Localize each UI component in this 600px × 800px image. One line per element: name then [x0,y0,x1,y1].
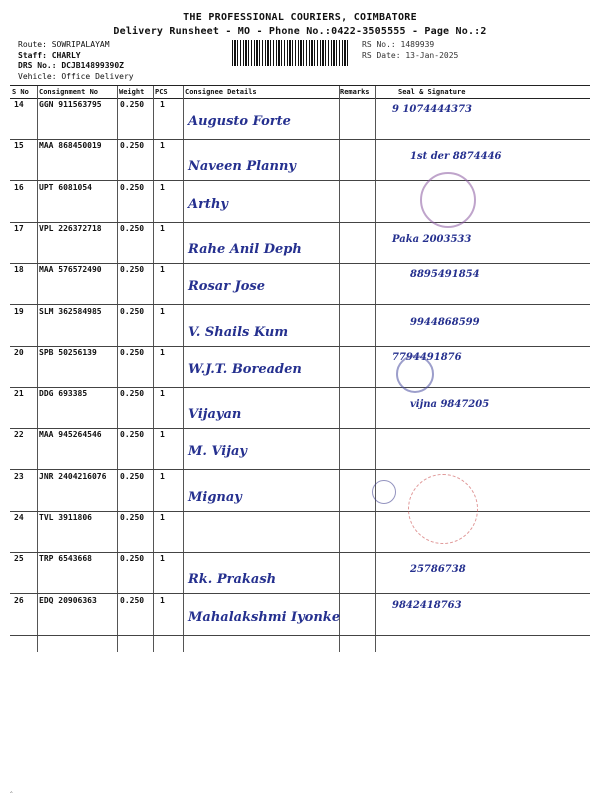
meta-left-block [18,40,134,82]
cell-sno: 14 [14,100,24,109]
consignee-handwriting: Vijayan [188,407,242,423]
cell-consignment: MAA 868450019 [39,141,102,151]
col-header-consignee: Consignee Details [185,88,257,96]
rs-date-text: RS Date: 13-Jan-2025 [362,50,459,60]
cell-sno: 16 [14,182,24,192]
consignee-handwriting: Rosar Jose [188,279,266,295]
cell-weight: 0.250 [120,100,145,109]
cell-weight: 0.250 [120,554,145,564]
table-row [10,346,590,388]
table-row [10,222,590,264]
meta-right-block [362,40,458,61]
cell-sno: 17 [14,223,24,233]
col-header-weight: Weight [119,88,145,96]
cell-pcs: 1 [160,389,165,399]
signature-handwriting: 9 1074444373 [392,104,473,115]
runsheet-subtitle: Delivery Runsheet - MO - Phone No.:0422-3505555 - Page No.:2 [113,26,487,37]
col-header-pcs: PCS [155,88,168,96]
table-row [10,511,590,553]
cell-pcs: 1 [160,100,165,109]
cell-consignment: SPB 50256139 [39,347,97,357]
cell-weight: 0.250 [120,182,145,192]
route-text: Route: SOWRIPALAYAM [18,40,110,49]
cell-pcs: 1 [160,513,165,522]
cell-pcs: 1 [160,182,165,192]
consignee-handwriting: Rk. Prakash [188,572,277,588]
cell-consignment: TVL 3911806 [39,513,92,522]
consignee-handwriting: Naveen Planny [188,159,296,175]
cell-weight: 0.250 [120,347,145,357]
cell-pcs: 1 [160,306,165,316]
consignee-handwriting: W.J.T. Boreaden [188,361,302,377]
page-title: THE PROFESSIONAL COURIERS, COIMBATORE [183,12,417,23]
cell-consignment: UPT 6081054 [39,182,92,192]
signature-handwriting: 8895491854 [410,269,480,281]
staff-text: Staff: CHARLY [18,50,81,60]
cell-sno: 21 [14,389,24,399]
cell-consignment: TRP 6543668 [39,554,92,564]
signature-handwriting: 1st der 8874446 [410,151,502,163]
cell-consignment: VPL 226372718 [39,223,102,233]
barcode-image [232,40,350,66]
cell-weight: 0.250 [120,265,145,275]
consignee-handwriting: Mahalakshmi Iyonke [188,609,341,625]
rs-number-text: RS No.: 1489939 [362,40,435,49]
table-row [10,139,590,181]
table-row [10,470,590,512]
col-header-sno: S No [12,88,29,96]
signature-handwriting: 9944868599 [410,316,480,328]
col-header-seal: Seal & Signature [398,88,466,96]
cell-weight: 0.250 [120,430,145,440]
cell-sno: 24 [14,513,24,522]
cell-pcs: 1 [160,554,165,564]
col-header-remarks: Remarks [340,88,370,96]
cell-consignment: JNR 2404216076 [39,471,107,481]
col-header-consignment: Consignment No [39,88,99,96]
cell-pcs: 1 [160,471,165,481]
cell-pcs: 1 [160,430,165,440]
cell-pcs: 1 [160,223,165,233]
signature-handwriting: 9842418763 [392,599,462,611]
signature-handwriting: 7794491876 [392,351,462,363]
cell-weight: 0.250 [120,513,145,522]
table-row [10,387,590,429]
cell-pcs: 1 [160,595,165,605]
cell-weight: 0.250 [120,223,145,233]
stamp-circle [396,355,434,393]
table-row [10,305,590,347]
cell-weight: 0.250 [120,595,145,605]
cell-weight: 0.250 [120,471,145,481]
cell-sno: 22 [14,430,24,440]
cell-sno: 23 [14,471,24,481]
signature-handwriting: 25786738 [410,564,466,576]
stamp-circle [372,480,396,504]
consignee-handwriting: Augusto Forte [188,114,291,129]
cell-consignment: SLM 362584985 [39,306,102,316]
consignee-handwriting: M. Vijay [188,444,247,460]
cell-weight: 0.250 [120,306,145,316]
vehicle-text: Vehicle: Office Delivery [18,71,134,81]
cell-sno: 26 [14,595,24,605]
signature-handwriting: vijna 9847205 [410,399,490,411]
table-row [10,428,590,470]
table-header [10,87,590,98]
table-top-border [10,85,590,86]
table-row [10,181,590,223]
cell-sno: 19 [14,306,24,316]
consignee-handwriting: Rahe Anil Deph [188,241,302,257]
cell-consignment: GGN 911563795 [39,100,102,109]
table-row [10,552,590,594]
cell-weight: 0.250 [120,141,145,151]
cell-weight: 0.250 [120,389,145,399]
consignee-handwriting: Mignay [188,489,242,505]
cell-pcs: 1 [160,141,165,151]
table-row [10,594,590,636]
stamp-circle [408,474,478,544]
consignee-handwriting: Arthy [188,196,228,212]
cell-pcs: 1 [160,347,165,357]
cell-consignment: MAA 945264546 [39,430,102,440]
footer-mark: ‸ [10,784,13,793]
cell-sno: 25 [14,554,24,564]
stamp-circle [420,172,476,228]
drs-text: DRS No.: DCJB14899390Z [18,61,124,70]
cell-consignment: MAA 576572490 [39,265,102,275]
cell-consignment: EDQ 20906363 [39,595,97,605]
signature-handwriting: Paka 2003533 [392,233,472,245]
cell-sno: 20 [14,347,24,357]
cell-pcs: 1 [160,265,165,275]
cell-sno: 18 [14,265,24,275]
consignee-handwriting: V. Shails Kum [188,324,289,340]
cell-sno: 15 [14,141,24,151]
table-row [10,98,590,140]
table-row [10,263,590,305]
cell-consignment: DDG 693385 [39,389,88,399]
